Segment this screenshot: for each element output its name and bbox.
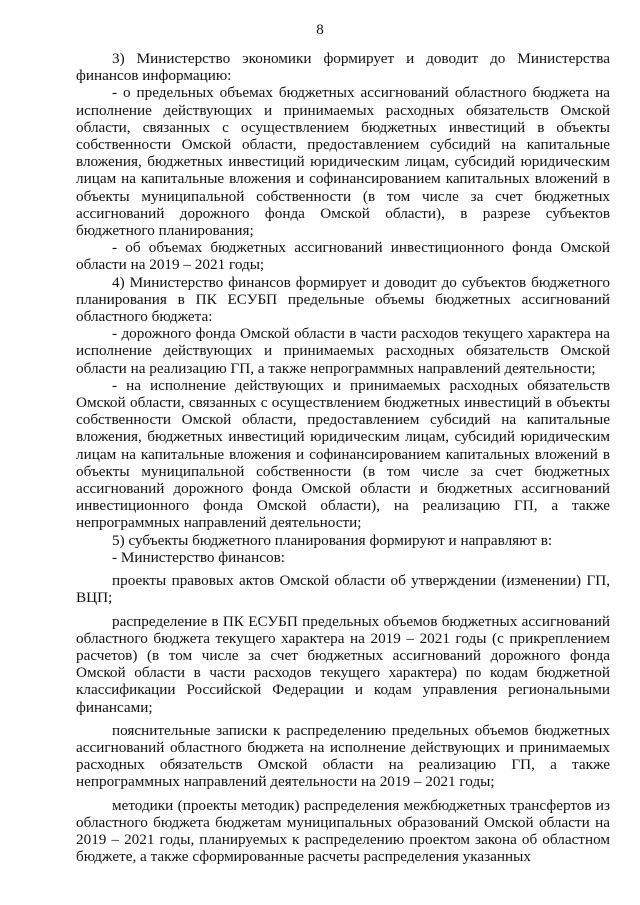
paragraph: - на исполнение действующих и принимаемых расходных обязательств Омской области, связанных с осуществлением бюджетных инвестиций в объекты собственности Омской области, предоставлением субсидий на капитальные вложения, бюджетных инвестиций юридическим лицам, субсидий юридическим лицам на капитальные вложения и софинансированием капитальных вложений в объекты муниципальной собственности (в том числе за счет бюджетных ассигнований дорожного фонда Омской области и бюджетных ассигнований инвестиционного фонда Омской области), на реализацию ГП, а также непрограммных направлений деятельности; [76, 376, 610, 532]
paragraph: - об объемах бюджетных ассигнований инвестиционного фонда Омской области на 2019 – 2021 годы; [76, 239, 610, 274]
document-body [76, 50, 610, 865]
page-number: 8 [316, 22, 324, 38]
paragraph: пояснительные записки к распределению предельных объемов бюджетных ассигнований областного бюджета на исполнение действующих и принимаемых расходных обязательств Омской области на реализацию ГП, а также непрограммных направлений деятельности на 2019 – 2021 годы; [76, 721, 610, 791]
paragraph: - дорожного фонда Омской области в части расходов текущего характера на исполнение действующих и принимаемых расходных обязательств Омской области на реализацию ГП, а также непрограммных направлений деятельности; [76, 325, 610, 377]
paragraph: 4) Министерство финансов формирует и доводит до субъектов бюджетного планирования в ПК ЕСУБП предельные объемы бюджетных ассигнований областного бюджета: [76, 273, 610, 326]
paragraph: проекты правовых актов Омской области об утверждении (изменении) ГП, ВЦП; [76, 572, 610, 607]
paragraph: методики (проекты методик) распределения межбюджетных трансфертов из областного бюджета бюджетам муниципальных образований Омской области на 2019 – 2021 годы, планируемых к распределению проектом закона об областном бюджете, а также сформированные расчеты распределения указанных [76, 796, 610, 866]
paragraph: 5) субъекты бюджетного планирования формируют и направляют в: [112, 531, 553, 549]
paragraph: распределение в ПК ЕСУБП предельных объемов бюджетных ассигнований областного бюджета текущего характера на 2019 – 2021 годы (с прикреплением расчетов) (в том числе за счет бюджетных ассигнований дорожного фонда Омской области в части расходов текущего характера) по кодам бюджетной классификации Российской Федерации и кодам управления региональными финансами; [76, 612, 610, 716]
paragraph: - о предельных объемах бюджетных ассигнований областного бюджета на исполнение действующих и принимаемых расходных обязательств Омской области, связанных с осуществлением бюджетных инвестиций в объекты собственности Омской области, предоставлением субсидий на капитальные вложения, бюджетных инвестиций юридическим лицам, субсидий юридическим лицам на капитальные вложения и софинансированием капитальных вложений в объекты муниципальной собственности (в том числе за счет бюджетных ассигнований дорожного фонда Омской области), в разрезе субъектов бюджетного планирования; [76, 84, 610, 240]
paragraph: - Министерство финансов: [112, 548, 285, 566]
paragraph: 3) Министерство экономики формирует и доводит до Министерства финансов информацию: [76, 50, 610, 85]
